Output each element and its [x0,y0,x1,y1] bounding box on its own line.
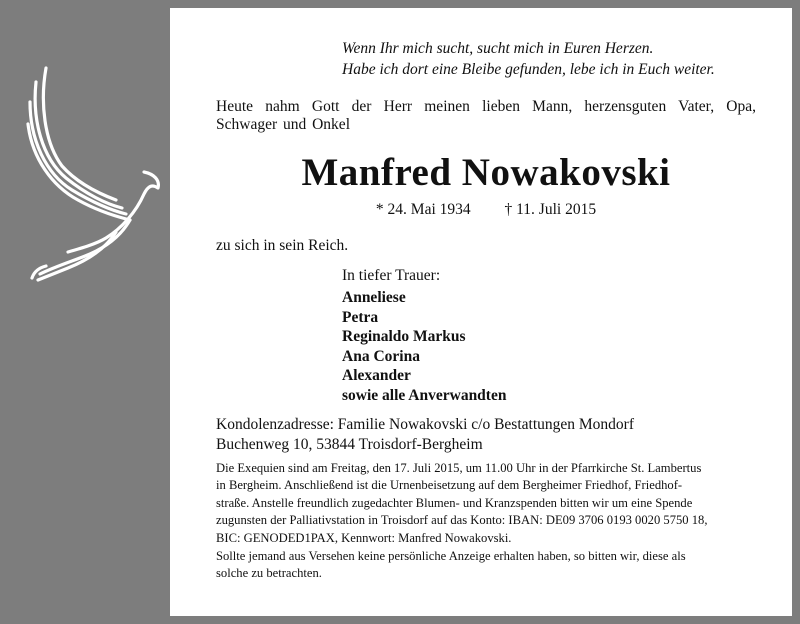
details-line: BIC: GENODED1PAX, Kennwort: Manfred Nowakovski. [216,530,512,545]
details-line: Die Exequien sind am Freitag, den 17. Juli 2015, um 11.00 Uhr in der Pfarrkirche St. Lambertus [216,461,702,475]
notice-paragraph [216,548,756,583]
condolence-line: Buchenweg 10, 53844 Troisdorf-Bergheim [216,436,483,453]
birth-date: * 24. Mai 1934 [375,201,471,218]
mourner-name: Anneliese [342,289,406,306]
details-line: straße. Anstelle freundlich zugedachter Blumen- und Kranzspenden bitten wir um eine Spende [216,495,693,510]
mourning-heading: In tiefer Trauer: [342,267,441,284]
condolence-address [216,415,634,455]
mourner-name: sowie alle Anverwandten [342,386,507,404]
dove-icon [26,62,162,284]
details-paragraph [216,460,756,547]
notice-line: Sollte jemand aus Versehen keine persönliche Anzeige erhalten haben, so bitten wir, diese als [216,549,686,564]
notice-line: solche zu betrachten. [216,566,322,581]
funeral-details [216,460,756,583]
life-dates [216,201,756,219]
poem-line: Wenn Ihr mich sucht, sucht mich in Euren Herzen. [342,40,654,57]
mourner-name: Petra [342,308,379,326]
poem-quote [342,38,762,80]
death-date: † 11. Juli 2015 [504,201,597,218]
intro-text [216,98,756,134]
mourner-list [342,288,506,406]
condolence-line: Kondolenzadresse: Familie Nowakovski c/o Bestattungen Mondorf [216,416,634,433]
poem-line: Habe ich dort eine Bleibe gefunden, lebe ich in Euch weiter. [342,61,715,78]
intro-line: Schwager und Onkel [216,116,350,133]
intro-line: Heute nahm Gott der Herr meinen lieben Mann, herzensguten Vater, Opa, [216,98,756,115]
deceased-name: Manfred Nowakovski [301,151,671,194]
mourner-name: Ana Corina [342,347,420,365]
mourner-name: Alexander [342,367,411,385]
details-line: in Bergheim. Anschließend ist die Urnenbeisetzung auf dem Bergheimer Friedhof, Friedhof- [216,478,683,493]
closing-phrase: zu sich in sein Reich. [216,237,349,254]
details-line: zugunsten der Palliativstation in Troisdorf auf das Konto: IBAN: DE09 3706 0193 0020 5750 18, [216,513,708,528]
mourner-name: Reginaldo Markus [342,328,466,346]
